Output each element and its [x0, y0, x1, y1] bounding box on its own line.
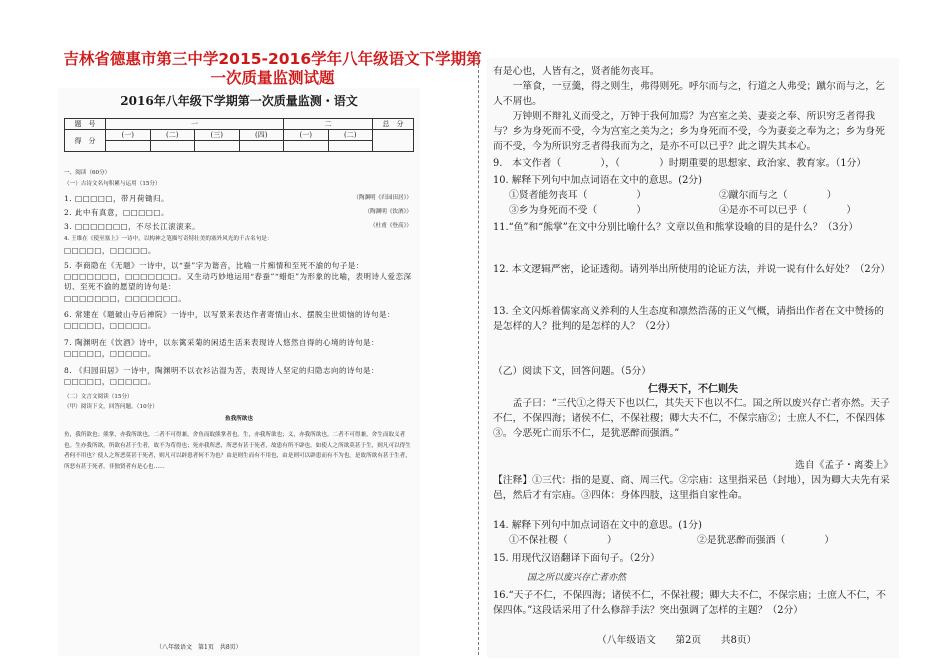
- answer-boxes: □□□□□，□□□□□。: [64, 246, 156, 255]
- question-1: 1. □□□□□，带月荷锄归。: [64, 194, 169, 203]
- score-cell: [328, 141, 373, 152]
- score-cell: (二): [328, 130, 373, 141]
- question-15: 15. 用现代汉语翻译下面句子。（2分）: [493, 553, 660, 564]
- passage-continuation: 有是心也，人皆有之，贤者能勿丧耳。: [493, 66, 660, 77]
- question-7: 7. 陶渊明在《饮酒》诗中，以东篱采菊的闲适生活来表现诗人悠然自得的心境的诗句是：□□□□□，□□□□□。: [64, 338, 380, 358]
- question-6: 6. 常建在《题破山寺后禅院》一诗中，以写景来表达作者寄情山水、摆脱尘世烦恼的诗句是：□□□□□，□□□□□。: [64, 310, 396, 330]
- score-header: 一: [106, 119, 284, 130]
- section-heading: （一）古诗文名句积累与运用（15分）: [64, 181, 161, 187]
- passage-title: 仁得天下，不仁则失: [648, 384, 738, 395]
- question-source: （杜甫《登高》）: [370, 223, 412, 229]
- question-4: 4. 王维在《使至塞上》一诗中，以构神之笔描写奇特壮美的塞外风光的千古名句是：: [64, 236, 273, 242]
- score-cell: (一): [284, 130, 329, 141]
- passage-source: 选自《孟子・离娄上》: [795, 460, 893, 471]
- question-14-item: ①不保社稷（ ）: [509, 535, 617, 546]
- score-header: 总 分: [373, 119, 414, 130]
- question-9: 9. 本文作者（ ），（ ）时期重要的思想家、政治家、教育家。（1分）: [493, 158, 867, 169]
- question-10: 10. 解释下列句中加点词语在文中的意思。(2分): [493, 175, 702, 186]
- score-header: 二: [284, 119, 373, 130]
- right-page: [487, 58, 899, 658]
- passage-continuation: 一箪食，一豆羹，得之则生，弗得则死。呼尔而与之，行道之人弗受；蹴尔而与之，乞人不屑也。: [493, 81, 885, 107]
- question-3: 3. □□□□□□□，不尽长江滚滚来。: [64, 222, 201, 231]
- score-cell: (一): [106, 130, 151, 141]
- score-cell: [150, 141, 195, 152]
- question-16: 16.“天子不仁，不保四海；诸侯不仁，不保社稷；卿大夫不仁，不保宗庙；士庶人不仁，不保四体。”这段话采用了什么修辞手法？突出强调了怎样的主题？（2分）: [493, 590, 886, 616]
- question-source: （陶渊明《归园田居》）: [353, 195, 412, 201]
- score-header: 得 分: [65, 130, 106, 152]
- passage-title: 鱼我所欲也: [225, 416, 253, 422]
- question-8: 8. 《归园田居》一诗中，陶渊明不以衣衫沾湿为苦，表现诗人坚定的归隐志向的诗句是：□□□□□，□□□□□。: [64, 366, 380, 386]
- score-cell: [239, 141, 284, 152]
- page-footer: （八年级语文 第1页 共8页）: [156, 644, 242, 651]
- passage-text: 鱼，我所欲也；熊掌，亦我所欲也。二者不可得兼，舍鱼而取熊掌者也。生，亦我所欲也；义，亦我所欲也。二者不可得兼，舍生而取义者也。生亦我所欲，所欲有甚于生者，故不为苟得也；死亦我所恶，所恶有甚于死者，故患有所不辟也。如使人之所欲莫甚于生，则凡可以得生者何不用也？使人之所恶莫甚于死者，则凡可以辟患者何不为也？由是则生而有不用也，由是则可以辟患而有不为也。是故所欲有甚于生者，所恶有甚于死者，非独贤者有是心也……: [64, 432, 411, 470]
- question-2: 2. 此中有真意，□□□□□。: [64, 208, 169, 217]
- question-12: 12. 本文逻辑严密，论证透彻。请列举出所使用的论证方法，并说一说有什么好处？（2分）: [493, 264, 891, 275]
- score-cell: (三): [195, 130, 240, 141]
- score-header: 题 号: [65, 119, 106, 130]
- score-cell: (四): [239, 130, 284, 141]
- section-heading: 一、阅读（60分）: [64, 170, 111, 176]
- question-source: （陶渊明《饮酒》）: [364, 209, 412, 215]
- question-10-item: ①贤者能勿丧耳（ ）: [509, 190, 647, 201]
- left-page: [58, 88, 420, 656]
- question-5: 5. 李商隐在《无题》一诗中，以“蚕”字为谐音，比喻一片痴情和至死不渝的句子是：□□□□□□□，□□□□□□□。又生动巧妙地运用“春蚕”“蜡炬”为形象的比喻，表明诗人爱恋深切、至死不渝的愿望的诗句是：: [64, 261, 412, 291]
- score-table: [64, 118, 414, 152]
- question-14: 14. 解释下列句中加点词语在文中的意思。(1分): [493, 520, 702, 531]
- passage-text: 孟子曰：“三代①之得天下也以仁，其失天下也以不仁。国之所以废兴存亡者亦然。天子不仁，不保四海；诸侯不仁，不保社稷；卿大夫不仁，不保宗庙②；士庶人不仁，不保四体③。今恶死亡而乐不仁，是犹恶醉而强酒。”: [493, 398, 890, 439]
- score-cell: [284, 141, 329, 152]
- section-heading: （二）文言文阅读（15分）: [64, 394, 133, 400]
- question-10-item: ③乡为身死而不受（ ）: [509, 205, 647, 216]
- score-cell: [373, 130, 414, 152]
- handwritten-text: 国之所以废兴存亡者亦然: [527, 573, 627, 583]
- score-cell: (二): [150, 130, 195, 141]
- page-divider: [478, 55, 480, 655]
- question-10-item: ④是亦不可以已乎（ ）: [719, 205, 857, 216]
- document-title: 吉林省德惠市第三中学2015-2016学年八年级语文下学期第一次质量监测试题: [63, 50, 482, 87]
- answer-boxes: □□□□□□□，□□□□□□□。: [64, 294, 187, 303]
- question-13: 13. 全文闪烁着儒家高义养利的人生态度和凛然浩荡的正义气概，请指出作者在文中赞扬的是怎样的人？批判的是怎样的人？（2分）: [493, 306, 884, 332]
- annotation-note: 【注释】①三代：指的是夏、商、周三代。②宗庙：这里指采邑（封地），因为卿大夫先有采邑，然后才有宗庙。③四体：身体四肢，这里指自家性命。: [493, 475, 890, 501]
- section-heading: （乙）阅读下文，回答问题。（5分）: [493, 366, 652, 377]
- score-cell: [195, 141, 240, 152]
- section-heading: （甲）阅读下文，回答问题。（10分）: [64, 404, 158, 410]
- question-11: 11.“鱼”和“熊掌”在文中分别比喻什么？文章以鱼和熊掌设喻的目的是什么？（3分）: [493, 222, 859, 233]
- page-footer: （八年级语文 第2页 共8页）: [597, 635, 757, 646]
- question-14-item: ②是犹恶醉而强酒（ ）: [697, 535, 835, 546]
- score-cell: [106, 141, 151, 152]
- exam-title: 2016年八年级下学期第一次质量监测・语文: [120, 94, 358, 108]
- question-10-item: ②蹴尔而与之（ ）: [719, 190, 837, 201]
- passage-continuation: 万钟则不辩礼义而受之，万钟于我何加焉？为宫室之美、妻妾之奉、所识穷乏者得我与？乡为身死而不受，今为宫室之美为之；乡为身死而不受，今为妻妾之奉为之；乡为身死而不受，今为所识穷乏者得我而为之，是亦不可以已乎？此之谓失其本心。: [493, 111, 885, 152]
